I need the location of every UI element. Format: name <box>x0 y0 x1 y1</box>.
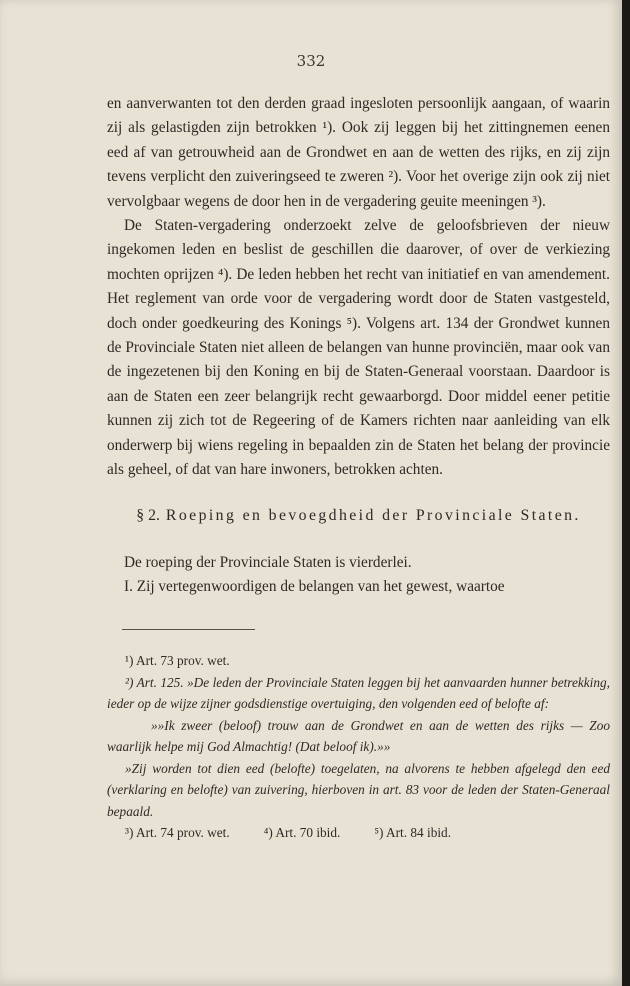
footnote-4: ⁴) Art. 70 ibid. <box>263 825 341 841</box>
section-heading <box>107 504 610 528</box>
page-edge <box>622 0 630 986</box>
footnote-2-end: »Zij worden tot dien eed (belofte) toegelaten, na alvorens te hebben afgelegd den eed (verklaring en belofte) van zuivering, hierboven in art. 83 voor de leden der Staten-Generaal bepaald. <box>107 760 610 819</box>
main-text <box>107 92 610 844</box>
section-number: § 2. <box>136 506 160 524</box>
paragraph-4: I. Zij vertegenwoordigen de belangen van het gewest, waartoe <box>124 577 505 595</box>
footnote-5: ⁵) Art. 84 ibid. <box>374 825 452 841</box>
footnote-3: ³) Art. 74 prov. wet. <box>125 825 230 841</box>
footnote-2-intro: ²) Art. 125. »De leden der Provinciale Staten leggen bij het aanvaarden hunner betrekking, ieder op de wijze zijner godsdienstige overtuiging, den volgenden eed of belofte af: <box>107 674 610 712</box>
paragraph-2: De Staten-vergadering onderzoekt zelve de geloofsbrieven der nieuw ingekomen leden en beslist de geschillen die daarover, of over de verkiezing mochten oprijzen ⁴). De leden hebben het recht van initiatief en van amendement. Het reglement van orde voor de vergadering wordt door de Staten vastgesteld, doch onder goedkeuring des Konings ⁵). Volgens art. 134 der Grondwet kunnen de Provinciale Staten niet alleen de belangen van hunne provinciën, maar ook van de ingezetenen bij den Koning en bij de Staten-Generaal voorstaan. Daardoor is aan de Staten een zeer belangrijk recht gewaarborgd. Door middel eener petitie kunnen zij zich tot de Regeering of de Kamers richten naar aanleiding van elk onderwerp bij wiens regeling in bepaalden zin de Staten het belang der provincie als geheel, of dat van hare inwoners, betrokken achten. <box>107 217 610 479</box>
page-number: 332 <box>296 52 326 70</box>
footnote-2-oath: »»Ik zweer (beloof) trouw aan de Grondwet en aan de wetten des rijks — Zoo waarlijk helpe mij God Almachtig! (Dat beloof ik).»» <box>107 717 610 755</box>
section-title: Roeping en bevoegdheid der Provinciale Staten. <box>165 506 581 524</box>
footnote-1: ¹) Art. 73 prov. wet. <box>125 653 230 669</box>
footnote-divider <box>122 629 255 630</box>
footnotes-3-5 <box>107 822 610 844</box>
paragraph-3: De roeping der Provinciale Staten is vierderlei. <box>124 553 412 571</box>
paragraph-1: en aanverwanten tot den derden graad ingesloten persoonlijk aangaan, of waarin zij als gelastigden zijn betrokken ¹). Ook zij leggen bij het zittingnemen eenen eed af van getrouwheid aan de Grondwet en aan de wetten des rijks, en zij zijn tevens verplicht den zuiveringseed te zweren ²). Voor het overige zijn ook zij niet vervolgbaar wegens de door hen in de vergadering geuite meeningen ³). <box>107 95 610 210</box>
